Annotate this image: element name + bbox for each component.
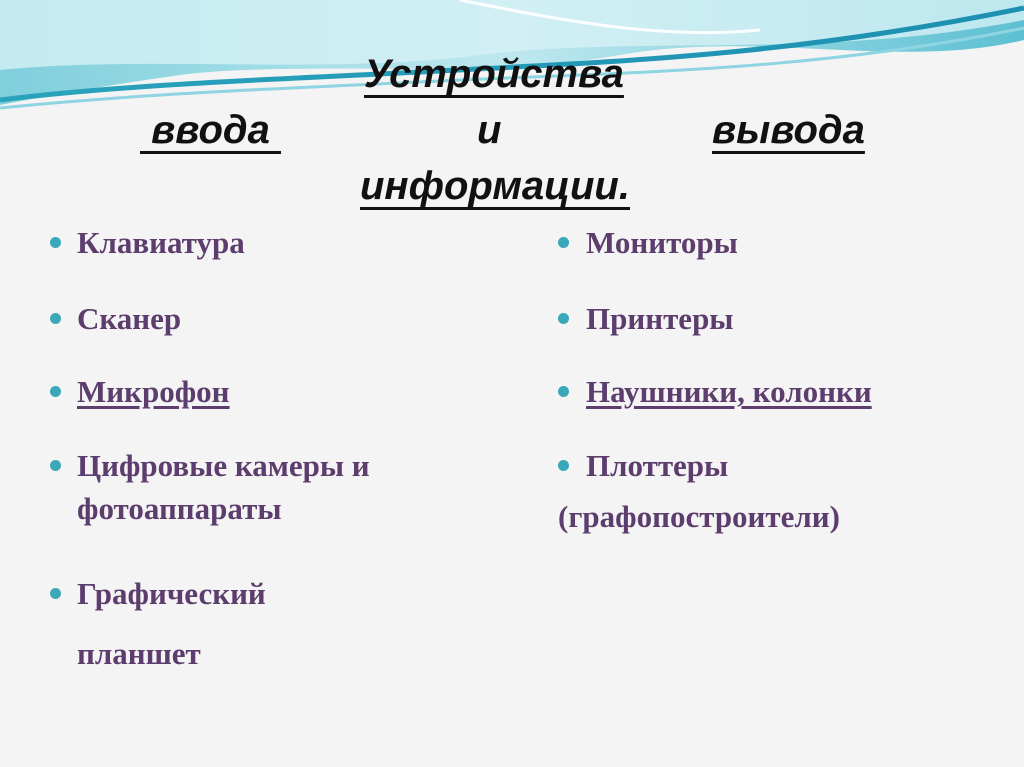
list-item: Цифровые камеры и фотоаппараты xyxy=(50,444,370,530)
list-item: Плоттеры (графопостроители) xyxy=(558,448,840,534)
list-item: Наушники, колонки xyxy=(558,370,872,413)
list-item: Графический планшет xyxy=(50,564,266,684)
bullet-icon xyxy=(50,460,61,471)
title-line-information: информации. xyxy=(360,164,630,208)
bullet-icon xyxy=(50,237,61,248)
title-word-and: и xyxy=(477,108,502,152)
title-word-output: вывода xyxy=(712,108,865,152)
list-item: Принтеры xyxy=(558,297,734,340)
bullet-icon xyxy=(558,237,569,248)
list-item: Микрофон xyxy=(50,370,230,413)
input-devices-list xyxy=(50,221,490,671)
bullet-icon xyxy=(558,313,569,324)
list-item: Сканер xyxy=(50,297,181,340)
list-item: Клавиатура xyxy=(50,221,245,264)
bullet-icon xyxy=(558,460,569,471)
output-devices-list xyxy=(558,221,978,561)
title-word-input: ввода xyxy=(140,108,281,152)
bullet-icon xyxy=(558,386,569,397)
bullet-icon xyxy=(50,313,61,324)
title-line-devices: Устройства xyxy=(364,52,624,96)
list-item: Мониторы xyxy=(558,221,738,264)
bullet-icon xyxy=(50,386,61,397)
bullet-icon xyxy=(50,588,61,599)
